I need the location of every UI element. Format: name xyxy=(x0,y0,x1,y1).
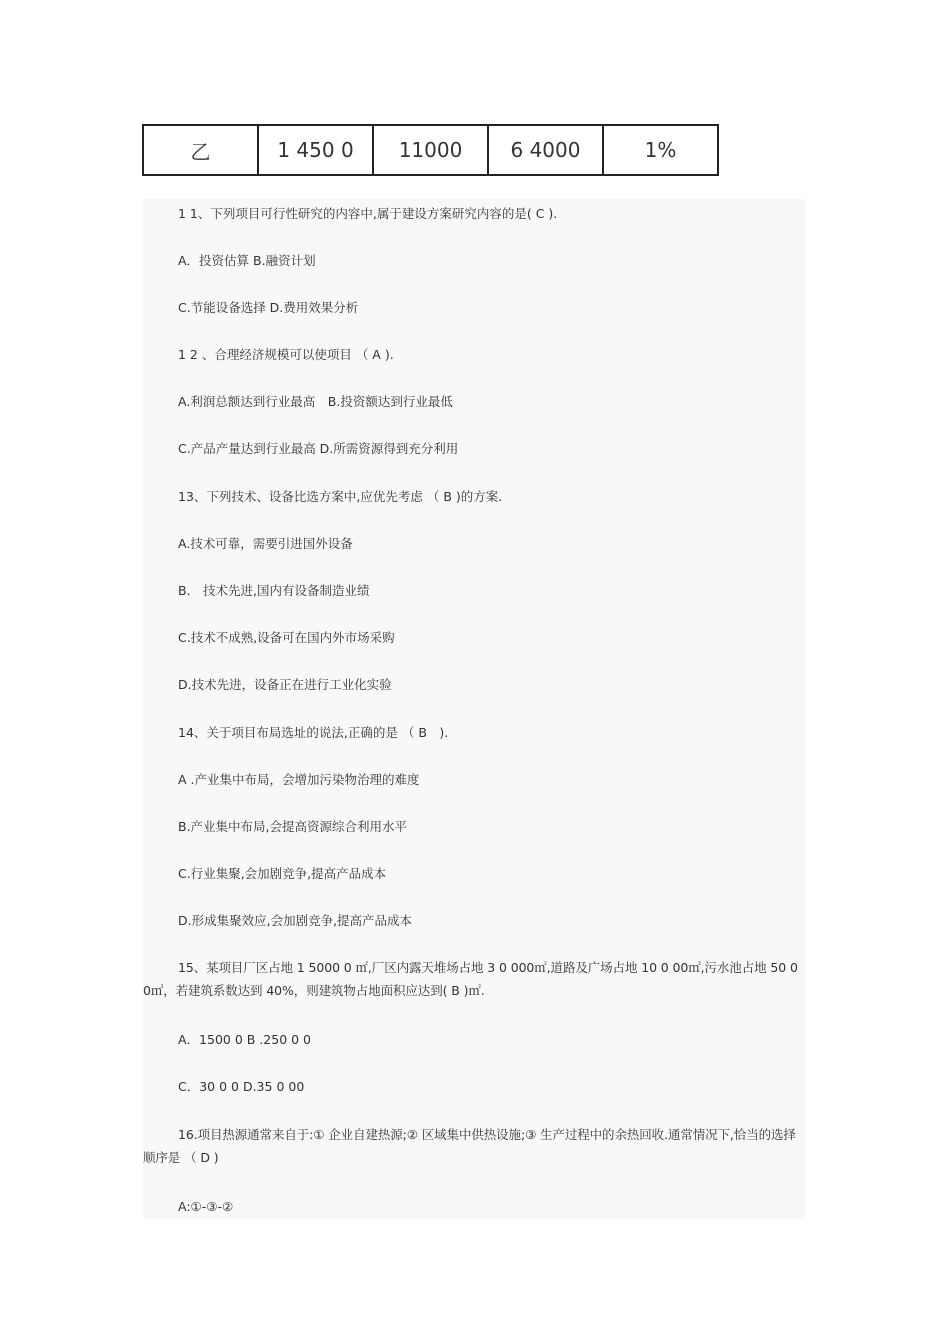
table-cell: 1% xyxy=(603,125,718,175)
question-13: 13、下列技术、设备比选方案中,应优先考虑 （ B )的方案. xyxy=(178,489,503,504)
question-13-option-c: C.技术不成熟,设备可在国内外市场采购 xyxy=(178,630,395,645)
question-13-option-a: A.技术可靠，需要引进国外设备 xyxy=(178,536,353,551)
question-11-options-cd: C.节能设备选择 D.费用效果分析 xyxy=(178,300,359,315)
question-11: 1 1、下列项目可行性研究的内容中,属于建设方案研究内容的是( C ). xyxy=(178,206,558,221)
question-13-option-d: D.技术先进，设备正在进行工业化实验 xyxy=(178,677,392,692)
question-content xyxy=(143,199,806,1219)
question-15: 15、某项目厂区占地 1 5000 0 ㎡,厂区内露天堆场占地 3 0 000㎡,道路及广场占地 10 0 00㎡,污水池占地 50 0 0㎡，若建筑系数达到 40%，则建筑物占地面积应达到( B )㎡. xyxy=(143,960,798,998)
question-14-option-d: D.形成集聚效应,会加剧竞争,提高产品成本 xyxy=(178,913,413,928)
question-12-options-ab: A.利润总额达到行业最高 B.投资额达到行业最低 xyxy=(178,394,453,409)
question-14: 14、关于项目布局选址的说法,正确的是 （ B ). xyxy=(178,725,449,740)
question-15-options-cd: C．30 0 0 D.35 0 00 xyxy=(178,1079,305,1094)
table-cell: 11000 xyxy=(373,125,488,175)
question-16-option-a: A:①-③-② xyxy=(178,1199,234,1214)
table-cell: 乙 xyxy=(143,125,258,175)
question-15-options-ab: A．1500 0 B .250 0 0 xyxy=(178,1032,311,1047)
question-12-options-cd: C.产品产量达到行业最高 D.所需资源得到充分利用 xyxy=(178,441,459,456)
data-table xyxy=(142,124,719,176)
question-14-option-a: A .产业集中布局，会增加污染物治理的难度 xyxy=(178,772,420,787)
table-cell: 1 450 0 xyxy=(258,125,373,175)
question-14-option-c: C.行业集聚,会加剧竞争,提高产品成本 xyxy=(178,866,387,881)
question-12: 1 2 、合理经济规模可以使项目 （ A ). xyxy=(178,347,394,362)
question-13-option-b: B． 技术先进,国内有设备制造业绩 xyxy=(178,583,370,598)
question-16: 16.项目热源通常来自于:① 企业自建热源;② 区域集中供热设施;③ 生产过程中的余热回收.通常情况下,恰当的选择顺序是 （ D ) xyxy=(143,1127,796,1165)
table-cell: 6 4000 xyxy=(488,125,603,175)
question-11-options-ab: A．投资估算 B.融资计划 xyxy=(178,253,316,268)
table-row xyxy=(143,125,718,175)
question-14-option-b: B.产业集中布局,会提高资源综合利用水平 xyxy=(178,819,408,834)
